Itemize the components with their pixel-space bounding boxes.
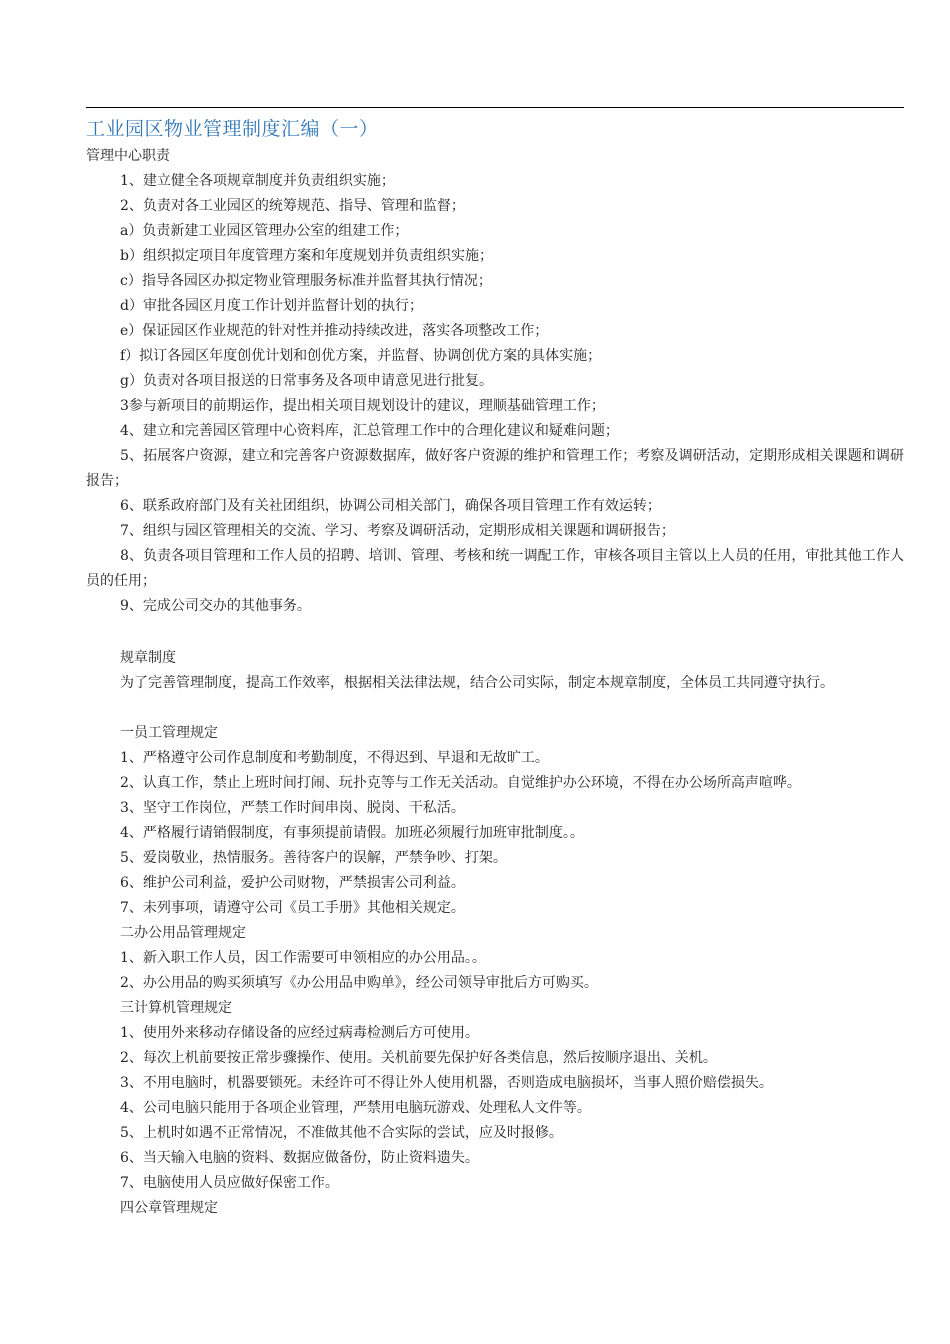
list-item: 5、上机时如遇不正常情况，不准做其他不合实际的尝试，应及时报修。	[120, 1125, 563, 1141]
list-item: 7、组织与园区管理相关的交流、学习、考察及调研活动，定期形成相关课题和调研报告；	[120, 523, 675, 539]
list-item: 6、当天输入电脑的资料、数据应做备份，防止资料遗失。	[120, 1150, 479, 1166]
list-item: 4、建立和完善园区管理中心资料库，汇总管理工作中的合理化建议和疑难问题；	[120, 423, 619, 439]
section-heading-regulations: 规章制度	[120, 650, 176, 666]
list-item: 9、完成公司交办的其他事务。	[120, 598, 311, 614]
header-rule	[86, 107, 904, 108]
list-item: 2、每次上机前要按正常步骤操作、使用。关机前要先保护好各类信息，然后按顺序退出、关机。	[120, 1050, 717, 1066]
list-item: b）组织拟定项目年度管理方案和年度规划并负责组织实施；	[120, 248, 493, 264]
subheading-employee: 一员工管理规定	[120, 725, 218, 741]
list-item: 1、新入职工作人员，因工作需要可申领相应的办公用品。。	[120, 950, 486, 966]
list-item: 7、电脑使用人员应做好保密工作。	[120, 1175, 339, 1191]
list-item: 6、维护公司利益，爱护公司财物，严禁损害公司利益。	[120, 875, 465, 891]
list-item: 1、严格遵守公司作息制度和考勤制度，不得迟到、早退和无故旷工。	[120, 750, 549, 766]
list-item: 5、爱岗敬业，热情服务。善待客户的误解，严禁争吵、打架。	[120, 850, 507, 866]
list-item: g）负责对各项目报送的日常事务及各项申请意见进行批复。	[120, 373, 493, 389]
list-item: 7、未列事项，请遵守公司《员工手册》其他相关规定。	[120, 900, 465, 916]
list-item: 4、公司电脑只能用于各项企业管理，严禁用电脑玩游戏、处理私人文件等。	[120, 1100, 591, 1116]
document-title: 工业园区物业管理制度汇编（一）	[86, 118, 379, 140]
list-item: 3、坚守工作岗位，严禁工作时间串岗、脱岗、干私活。	[120, 800, 465, 816]
list-item: 5、拓展客户资源，建立和完善客户资源数据库，做好客户资源的维护和管理工作；考察及调研活动，定期形成相关课题和调研报告；	[86, 448, 904, 489]
list-item: 3参与新项目的前期运作，提出相关项目规划设计的建议，理顺基础管理工作；	[120, 398, 605, 414]
subheading-computer: 三计算机管理规定	[120, 1000, 232, 1016]
subheading-seal: 四公章管理规定	[120, 1200, 218, 1216]
list-item: a）负责新建工业园区管理办公室的组建工作；	[120, 223, 409, 239]
list-item: e）保证园区作业规范的针对性并推动持续改进，落实各项整改工作；	[120, 323, 549, 339]
section-heading-responsibilities: 管理中心职责	[86, 148, 170, 164]
subheading-office-supplies: 二办公用品管理规定	[120, 925, 246, 941]
list-item: c）指导各园区办拟定物业管理服务标准并监督其执行情况；	[120, 273, 492, 289]
list-item: 2、办公用品的购买须填写《办公用品申购单》，经公司领导审批后方可购买。	[120, 975, 598, 991]
list-item: f）拟订各园区年度创优计划和创优方案，并监督、协调创优方案的具体实施；	[120, 348, 602, 364]
regulations-intro: 为了完善管理制度，提高工作效率，根据相关法律法规，结合公司实际，制定本规章制度，全体员工共同遵守执行。	[120, 675, 834, 691]
list-item: 8、负责各项目管理和工作人员的招聘、培训、管理、考核和统一调配工作，审核各项目主管以上人员的任用，审批其他工作人员的任用；	[86, 548, 904, 589]
list-item: d）审批各园区月度工作计划并监督计划的执行；	[120, 298, 423, 314]
list-item: 3、不用电脑时，机器要锁死。未经许可不得让外人使用机器，否则造成电脑损坏，当事人照价赔偿损失。	[120, 1075, 773, 1091]
list-item: 6、联系政府部门及有关社团组织，协调公司相关部门，确保各项目管理工作有效运转；	[120, 498, 661, 514]
list-item: 4、严格履行请销假制度，有事须提前请假。加班必须履行加班审批制度。。	[120, 825, 584, 841]
list-item: 2、负责对各工业园区的统筹规范、指导、管理和监督；	[120, 198, 465, 214]
list-item: 1、使用外来移动存储设备的应经过病毒检测后方可使用。	[120, 1025, 479, 1041]
list-item: 1、建立健全各项规章制度并负责组织实施；	[120, 173, 395, 189]
list-item: 2、认真工作，禁止上班时间打闹、玩扑克等与工作无关活动。自觉维护办公环境，不得在办公场所高声喧哗。	[120, 775, 801, 791]
